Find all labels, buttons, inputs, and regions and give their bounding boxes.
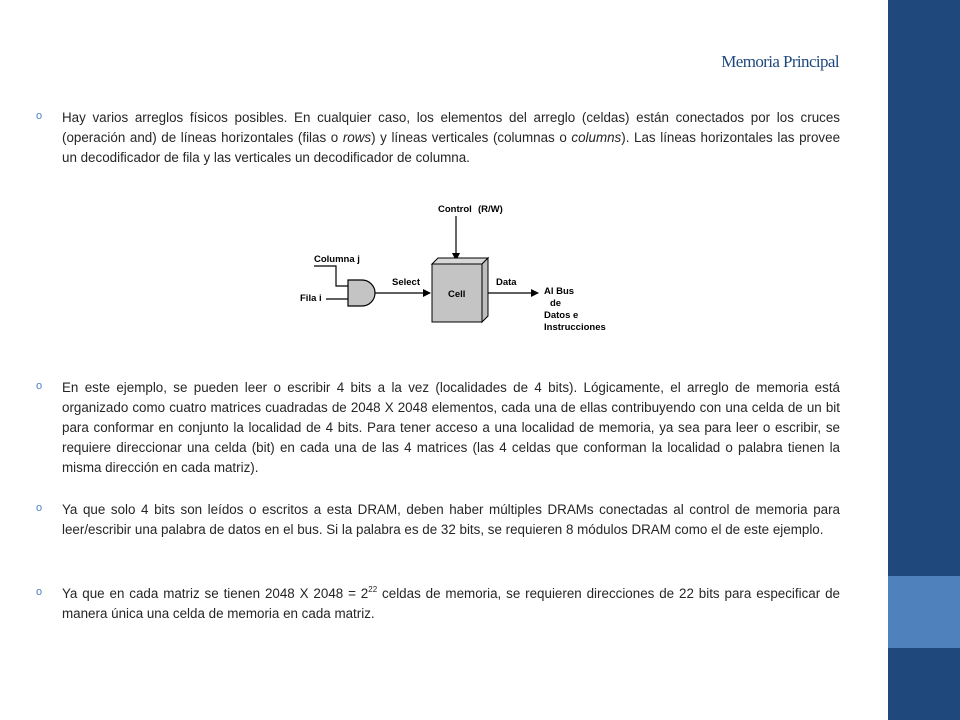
bullet-text-emphasis: columns xyxy=(571,130,622,145)
right-sidebar xyxy=(888,0,960,720)
columna-line xyxy=(314,266,348,286)
control-label: Control xyxy=(438,204,472,215)
bullet-text xyxy=(62,108,840,168)
bullet-text-part: ) y líneas verticales (columnas o xyxy=(371,130,572,145)
slide-title: Memoria Principal xyxy=(721,52,839,71)
bullet-marker: o xyxy=(36,502,43,514)
bullet-text: Ya que solo 4 bits son leídos o escritos a esta DRAM, deben haber múltiples DRAMs conectadas al control de memoria para leer/escribir una palabra de datos en el bus. Si la palabra es de 32 bits, se requieren 8 módulos DRAM como el de este ejemplo. xyxy=(62,502,840,537)
bullet-item xyxy=(36,500,840,540)
destination-line-1: Al Bus xyxy=(544,286,575,297)
bullet-item xyxy=(36,108,840,168)
bullet-text-part: Hay varios arreglos físicos posibles. En cualquier caso, los elementos del arreglo (celdas) están conectados por los cruces (operación and) de líneas horizontales (filas o xyxy=(62,110,840,145)
fila-label: Fila i xyxy=(300,293,322,304)
sidebar-accent-block xyxy=(888,576,960,648)
bullet-item xyxy=(36,584,840,624)
bullet-marker: o xyxy=(36,586,43,598)
bullet-text-emphasis: rows xyxy=(342,130,372,145)
bullet-text xyxy=(62,584,840,624)
bullet-text: En este ejemplo, se pueden leer o escribir 4 bits a la vez (localidades de 4 bits). Lógicamente, el arreglo de memoria está organizado como cuatro matrices cuadradas de 2048 X 2048 elementos, cada una de ellas contribuyendo con una celda de un bit para conformar en conjunto la localidad de 4 bits. Para tener acceso a una localidad de memoria, ya sea para leer o escribir, se requiere direccionar una celda (bit) en cada una de las 4 matrices (las 4 celdas que conforman la localidad o palabra tienen la misma dirección en cada matriz). xyxy=(62,380,840,475)
columna-label: Columna j xyxy=(314,254,360,265)
bullet-item xyxy=(36,378,840,478)
bullet-marker: o xyxy=(36,380,43,392)
bullet-marker: o xyxy=(36,110,43,122)
select-label: Select xyxy=(392,277,420,288)
rw-label: (R/W) xyxy=(478,204,503,215)
memory-cell-diagram xyxy=(296,196,616,338)
exponent: 22 xyxy=(368,585,378,594)
and-gate-icon xyxy=(348,280,375,306)
cell-label: Cell xyxy=(448,289,466,300)
bullet-text-part: Ya que en cada matriz se tienen 2048 X 2048 = 2 xyxy=(62,586,369,601)
data-label: Data xyxy=(496,277,517,288)
bullet-text-part: celdas de memoria, se requieren direcciones de 22 bits para especificar de manera única una celda de memoria en cada matriz. xyxy=(62,586,840,621)
destination-line-3: Datos e xyxy=(544,310,579,321)
destination-line-4: Instrucciones xyxy=(544,322,606,333)
bullet-text-part: ). Las líneas horizontales las provee un decodificador de fila y las verticales un decodificador de columna. xyxy=(62,130,841,165)
destination-line-2: de xyxy=(550,298,562,309)
